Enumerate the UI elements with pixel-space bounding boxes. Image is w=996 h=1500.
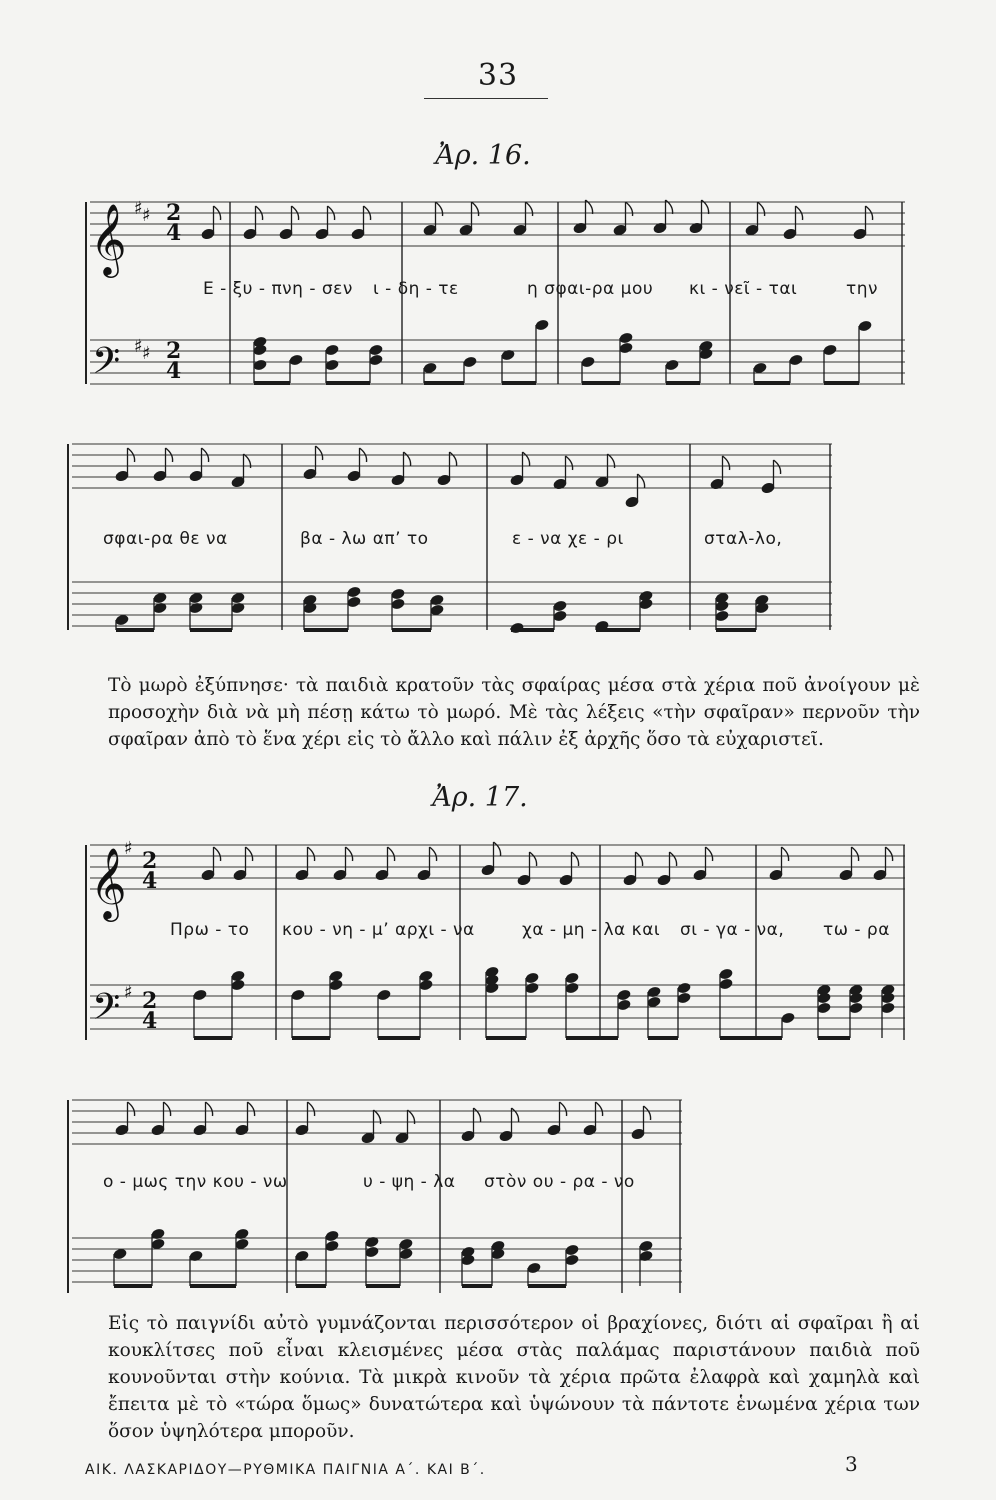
song-17-title: Ἀρ. 17. bbox=[432, 782, 528, 813]
s17b-beam bbox=[366, 1284, 400, 1288]
s16a-time-top: 2 bbox=[166, 200, 182, 226]
song-16-system-1-lyric-2: ι - δη - τε bbox=[373, 279, 459, 299]
s16a-treble-clef: 𝄞 bbox=[90, 202, 127, 275]
s16b-beam bbox=[392, 628, 431, 632]
s16a-beam bbox=[502, 381, 536, 385]
song-17-system-1-lyric-1: Πρω - το bbox=[170, 920, 250, 940]
s16a-time-bottom: 4 bbox=[166, 358, 182, 384]
sheet-number: 3 bbox=[845, 1452, 858, 1476]
s17a-sharp: ♯ bbox=[124, 982, 133, 1003]
s17b-beam bbox=[114, 1284, 152, 1288]
s16a-bass-clef: 𝄢 bbox=[92, 340, 121, 391]
song-16-system-2-lyric-4: σταλ-λο, bbox=[704, 529, 783, 549]
song-17-system-1-lyric-3: χα - μη - λα και bbox=[522, 920, 661, 940]
s17b-beam bbox=[190, 1284, 236, 1288]
s17a-note-flag bbox=[636, 852, 643, 866]
s17a-beam bbox=[818, 1036, 850, 1040]
paragraph-1: Τὸ μωρὸ ἐξύπνησε· τὰ παιδιὰ κρατοῦν τὰς σφαίρας μέσα στὰ χέρια ποῦ ἀνοίγουν μὲ προσοχὴν διὰ νὰ μὴ πέσῃ κάτω τὸ μωρό. Μὲ τὰς λέξεις «τὴν σφαῖραν» περνοῦν τὴν σφαῖραν ἀπὸ τὸ ἕνα χέρι εἰς τὸ ἄλλο καὶ πάλιν ἐξ ἀρχῆς ὅσο τὰ εὐχαριστεῖ. bbox=[108, 675, 920, 750]
s17b-beam bbox=[462, 1284, 492, 1288]
paragraph-2: Εἰς τὸ παιγνίδι αὐτὸ γυμνάζονται περισσότερον οἱ βραχίονες, διότι αἱ σφαῖραι ἢ αἱ κουκλίτσες ποῦ εἶναι κλεισμένες μέσα στὰς παλάμας παριστάνουν παιδιὰ ποῦ κουνοῦνται στὴν κούνια. Τὰ μικρὰ κινοῦν τὰ χέρια πρῶτα ἐλαφρὰ καὶ χαμηλὰ καὶ ἔπειτα μὲ τὸ «τώρα ὅμως» δυνατώτερα καὶ ὑψώνουν τὰ πάντοτε ἑνωμένα χέρια των ὅσον ὑψηλότερα μποροῦν. bbox=[108, 1313, 920, 1442]
s16b-beam bbox=[596, 628, 640, 632]
s16a-time-top: 2 bbox=[166, 338, 182, 364]
s16a-beam bbox=[824, 381, 859, 385]
s17b-note-flag bbox=[596, 1102, 603, 1116]
s17a-bass-clef: 𝄢 bbox=[92, 986, 121, 1037]
s17a-note-flag bbox=[706, 847, 713, 861]
s17a-beam bbox=[566, 1036, 618, 1040]
song-17-system-2-score bbox=[62, 1088, 692, 1303]
song-17-system-1-score bbox=[80, 830, 910, 1055]
song-17-system-1-lyric-5: τω - ρα bbox=[823, 920, 890, 940]
song-16-system-1-lyric-4: κι - νεῖ - ται bbox=[689, 279, 798, 299]
s17a-beam bbox=[378, 1036, 420, 1040]
s17a-note-flag bbox=[670, 852, 677, 866]
s17b-note-flag bbox=[128, 1102, 135, 1116]
s17a-beam bbox=[292, 1036, 330, 1040]
s16b-note-flag bbox=[774, 460, 781, 474]
s17b-note-flag bbox=[474, 1108, 481, 1122]
s16b-beam bbox=[304, 628, 348, 632]
s16a-sharp: ♯ bbox=[134, 336, 143, 357]
song-16-system-1-lyric-1: Ε - ξυ - πνη - σεν bbox=[203, 279, 353, 299]
s17a-note-flag bbox=[852, 847, 859, 861]
s17a-time-top: 2 bbox=[142, 848, 158, 874]
song-16-system-2-lyric-3: ε - να χε - ρι bbox=[512, 529, 624, 549]
s16a-beam bbox=[254, 381, 290, 385]
page-number: 33 bbox=[477, 58, 519, 93]
s17a-time-bottom: 4 bbox=[142, 1008, 158, 1034]
s17a-note-flag bbox=[388, 847, 395, 861]
s16a-beam bbox=[754, 381, 790, 385]
song-17-system-1-lyric-2: κου - νη - μ’ αρχι - να bbox=[282, 920, 475, 940]
s17a-note-flag bbox=[346, 847, 353, 861]
s17a-note-flag bbox=[782, 847, 789, 861]
s16b-note-flag bbox=[316, 446, 323, 460]
s16a-beam bbox=[326, 381, 370, 385]
s17b-note-flag bbox=[560, 1102, 567, 1116]
s16b-beam bbox=[116, 628, 154, 632]
s17b-note-flag bbox=[644, 1106, 651, 1120]
header-rule bbox=[424, 98, 548, 99]
s16a-note-flag bbox=[436, 202, 443, 216]
s17a-beam bbox=[648, 1036, 678, 1040]
s16b-beam bbox=[511, 628, 554, 632]
s17a-note-flag bbox=[430, 847, 437, 861]
s16a-sharp: ♯ bbox=[134, 198, 143, 219]
s16a-beam bbox=[424, 381, 464, 385]
s16b-note-flag bbox=[638, 474, 645, 488]
s16a-sharp: ♯ bbox=[142, 343, 151, 364]
s17a-note-flag bbox=[308, 847, 315, 861]
paragraph-2-container bbox=[108, 1310, 920, 1445]
song-17-system-1-lyric-4: σι - γα - να, bbox=[680, 920, 785, 940]
song-17-system-2-lyric-3: στὸν ου - ρα - νο bbox=[484, 1172, 635, 1192]
s17a-time-top: 2 bbox=[142, 988, 158, 1014]
song-17-system-2-lyric-2: υ - ψη - λα bbox=[363, 1172, 456, 1192]
s17a-treble-clef: 𝄞 bbox=[90, 846, 127, 919]
song-16-system-2-lyric-1: σφαι-ρα θε να bbox=[103, 529, 228, 549]
song-16-system-1-lyric-3: η σφαι-ρα μου bbox=[527, 279, 654, 299]
s16a-note-flag bbox=[758, 202, 765, 216]
song-16-title: Ἀρ. 16. bbox=[435, 140, 531, 171]
s17a-note-flag bbox=[214, 847, 221, 861]
s17b-beam bbox=[528, 1284, 566, 1288]
s16b-beam bbox=[190, 628, 232, 632]
s17a-note-flag bbox=[530, 852, 537, 866]
s17a-note-flag bbox=[494, 842, 501, 856]
song-16-system-1-lyric-5: την bbox=[846, 279, 879, 299]
s17a-note-flag bbox=[246, 847, 253, 861]
s16b-note-flag bbox=[404, 452, 411, 466]
s16b-note-flag bbox=[566, 456, 573, 470]
s16a-beam bbox=[582, 381, 620, 385]
s17a-beam bbox=[194, 1036, 232, 1040]
s17a-note-flag bbox=[886, 847, 893, 861]
s16a-beam bbox=[666, 381, 700, 385]
s17b-note-flag bbox=[206, 1102, 213, 1116]
s16b-note-flag bbox=[723, 456, 730, 470]
s16a-note-flag bbox=[626, 202, 633, 216]
s16b-beam bbox=[716, 628, 756, 632]
s17b-beam bbox=[296, 1284, 326, 1288]
s17a-sharp: ♯ bbox=[124, 838, 133, 859]
s16b-note-flag bbox=[450, 452, 457, 466]
s16a-note-flag bbox=[526, 202, 533, 216]
s17b-note-flag bbox=[512, 1108, 519, 1122]
s16a-note-flag bbox=[472, 202, 479, 216]
s16b-note-flag bbox=[523, 452, 530, 466]
s17a-beam bbox=[486, 1036, 526, 1040]
paragraph-1-container bbox=[108, 672, 920, 753]
s17a-note-flag bbox=[572, 852, 579, 866]
s17b-note-flag bbox=[248, 1102, 255, 1116]
s16a-time-bottom: 4 bbox=[166, 220, 182, 246]
footer-credit: ΑΙΚ. ΛΑΣΚΑΡΙΔΟΥ—ΡΥΘΜΙΚΑ ΠΑΙΓΝΙΑ Α΄. ΚΑΙ Β΄. bbox=[85, 1462, 486, 1478]
song-17-system-2-lyric-1: ο - μως την κου - νω bbox=[103, 1172, 288, 1192]
s16a-sharp: ♯ bbox=[142, 205, 151, 226]
s17a-time-bottom: 4 bbox=[142, 868, 158, 894]
s17a-beam bbox=[720, 1036, 782, 1040]
s17b-note-flag bbox=[308, 1102, 315, 1116]
song-16-system-2-lyric-2: βα - λω απ’ το bbox=[300, 529, 429, 549]
s17b-note-flag bbox=[164, 1102, 171, 1116]
